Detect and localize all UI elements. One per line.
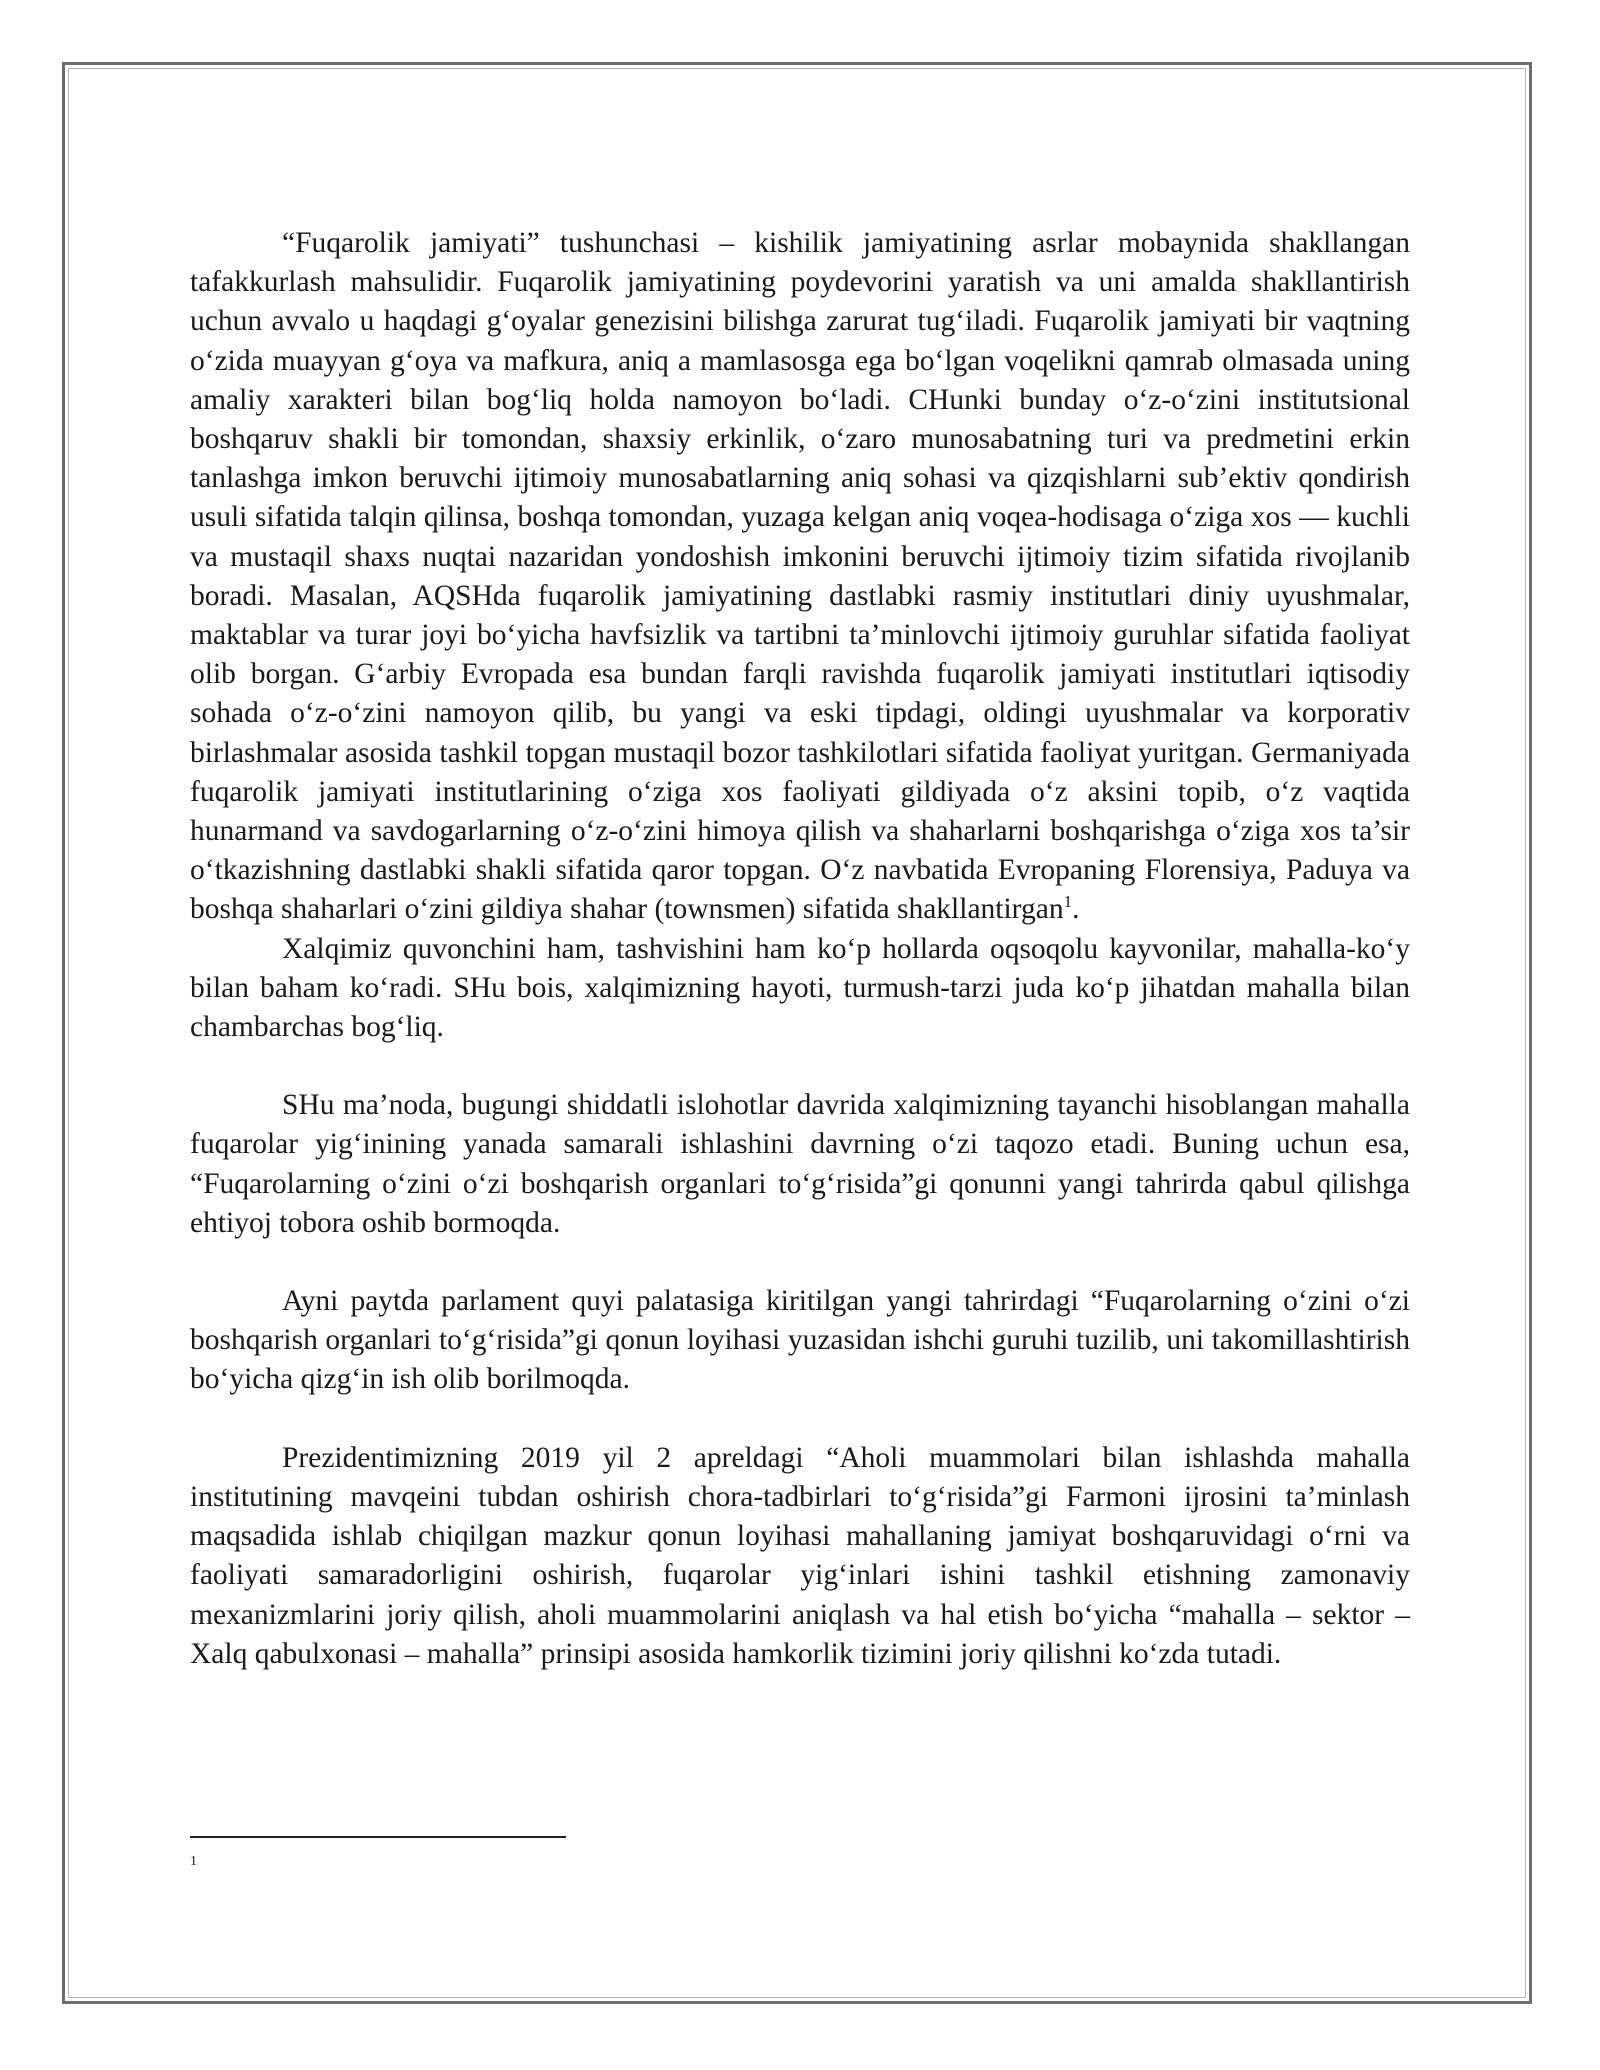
footnote-reference[interactable]: 1	[1063, 892, 1073, 912]
paragraph-gap	[190, 1047, 1410, 1086]
paragraph-gap	[190, 1243, 1410, 1282]
paragraph-end: .	[1072, 893, 1080, 926]
footnote-separator	[190, 1836, 566, 1838]
footnote-number: 1	[190, 1854, 197, 1869]
paragraph-text: “Fuqarolik jamiyati” tushunchasi – kishilik jamiyatining asrlar mobaynida shakllangan tafakkurlash mahsulidir. Fuqarolik jamiyatining poydevorini yaratish va uni amalda shakllantirish uchun avvalo u haqdagi g‘oyalar genezisini bilishga zarurat tug‘iladi. Fuqarolik jamiyati bir vaqtning o‘zida muayyan g‘oya va mafkura, aniq a mamlasosga ega bo‘lgan voqelikni qamrab olmasada uning amaliy xarakteri bilan bog‘liq holda namoyon bo‘ladi. CHunki bunday o‘z-o‘zini institutsional boshqaruv shakli bir tomondan, shaxsiy erkinlik, o‘zaro munosabatning turi va predmetini erkin tanlashga imkon beruvchi ijtimoiy munosabatlarning aniq sohasi va qizqishlarni sub’ektiv qondirish usuli sifatida talqin qilinsa, boshqa tomondan, yuzaga kelgan aniq voqea-hodisaga o‘ziga xos — kuchli va mustaqil shaxs nuqtai nazaridan yondoshish imkonini beruvchi ijtimoiy tizim sifatida rivojlanib boradi. Masalan, AQSHda fuqarolik jamiyatining dastlabki rasmiy institutlari diniy uyushmalar, maktablar va turar joyi bo‘yicha havfsizlik va tartibni ta’minlovchi ijtimoiy guruhlar sifatida faoliyat olib borgan. G‘arbiy Evropada esa bundan farqli ravishda fuqarolik jamiyati institutlari iqtisodiy sohada o‘z-o‘zini namoyon qilib, bu yangi va eski tipdagi, oldingi uyushmalar va korporativ birlashmalar asosida tashkil topgan mustaqil bozor tashkilotlari sifatida faoliyat yuritgan. Germaniyada fuqarolik jamiyati institutlarining o‘ziga xos faoliyati gildiyada o‘z aksini topib, o‘z vaqtida hunarmand va savdogarlarning o‘z-o‘zini himoya qilish va shaharlarni boshqarishga o‘ziga xos ta’sir o‘tkazishning dastlabki shakli sifatida qaror topgan. O‘z navbatida Evropaning Florensiya, Paduya va boshqa shaharlari o‘zini gildiya shahar (townsmen) sifatida shakllantirgan	[190, 227, 1410, 926]
paragraph-parliament: Ayni paytda parlament quyi palatasiga kiritilgan yangi tahrirdagi “Fuqarolarning o‘zini o‘zi boshqarish organlari to‘g‘risida”gi qonun loyihasi yuzasidan ishchi guruhi tuzilib, uni takomillashtirish bo‘yicha qizg‘in ish olib borilmoqda.	[190, 1285, 1410, 1396]
document-body	[190, 224, 1410, 1674]
paragraph-reforms: SHu ma’noda, bugungi shiddatli islohotlar davrida xalqimizning tayanchi hisoblangan mahalla fuqarolar yig‘inining yanada samarali ishlashini davrning o‘zi taqozo etadi. Buning uchun esa, “Fuqarolarning o‘zini o‘zi boshqarish organlari to‘g‘risida”gi qonunni yangi tahrirda qabul qilishga ehtiyoj tobora oshib bormoqda.	[190, 1089, 1410, 1239]
paragraph-mahalla: Xalqimiz quvonchini ham, tashvishini ham ko‘p hollarda oqsoqolu kayvonilar, mahalla-ko‘y bilan baham ko‘radi. SHu bois, xalqimizning hayoti, turmush-tarzi juda ko‘p jihatdan mahalla bilan chambarchas bog‘liq.	[190, 932, 1410, 1044]
paragraph-gap	[190, 1400, 1410, 1439]
paragraph-decree: Prezidentimizning 2019 yil 2 apreldagi “Aholi muammolari bilan ishlashda mahalla institutining mavqeini tubdan oshirish chora-tadbirlari to‘g‘risida”gi Farmoni ijrosini ta’minlash maqsadida ishlab chiqilgan mazkur qonun loyihasi mahallaning jamiyat boshqaruvidagi o‘rni va faoliyati samaradorligini oshirish, fuqarolar yig‘inlari ishini tashkil etishning zamonaviy mexanizmlarini joriy qilish, aholi muammolarini aniqlash va hal etish bo‘yicha “mahalla – sektor – Xalq qabulxonasi – mahalla” prinsipi asosida hamkorlik tizimini joriy qilishni ko‘zda tutadi.	[190, 1441, 1410, 1670]
paragraph-civil-society	[190, 224, 1410, 930]
